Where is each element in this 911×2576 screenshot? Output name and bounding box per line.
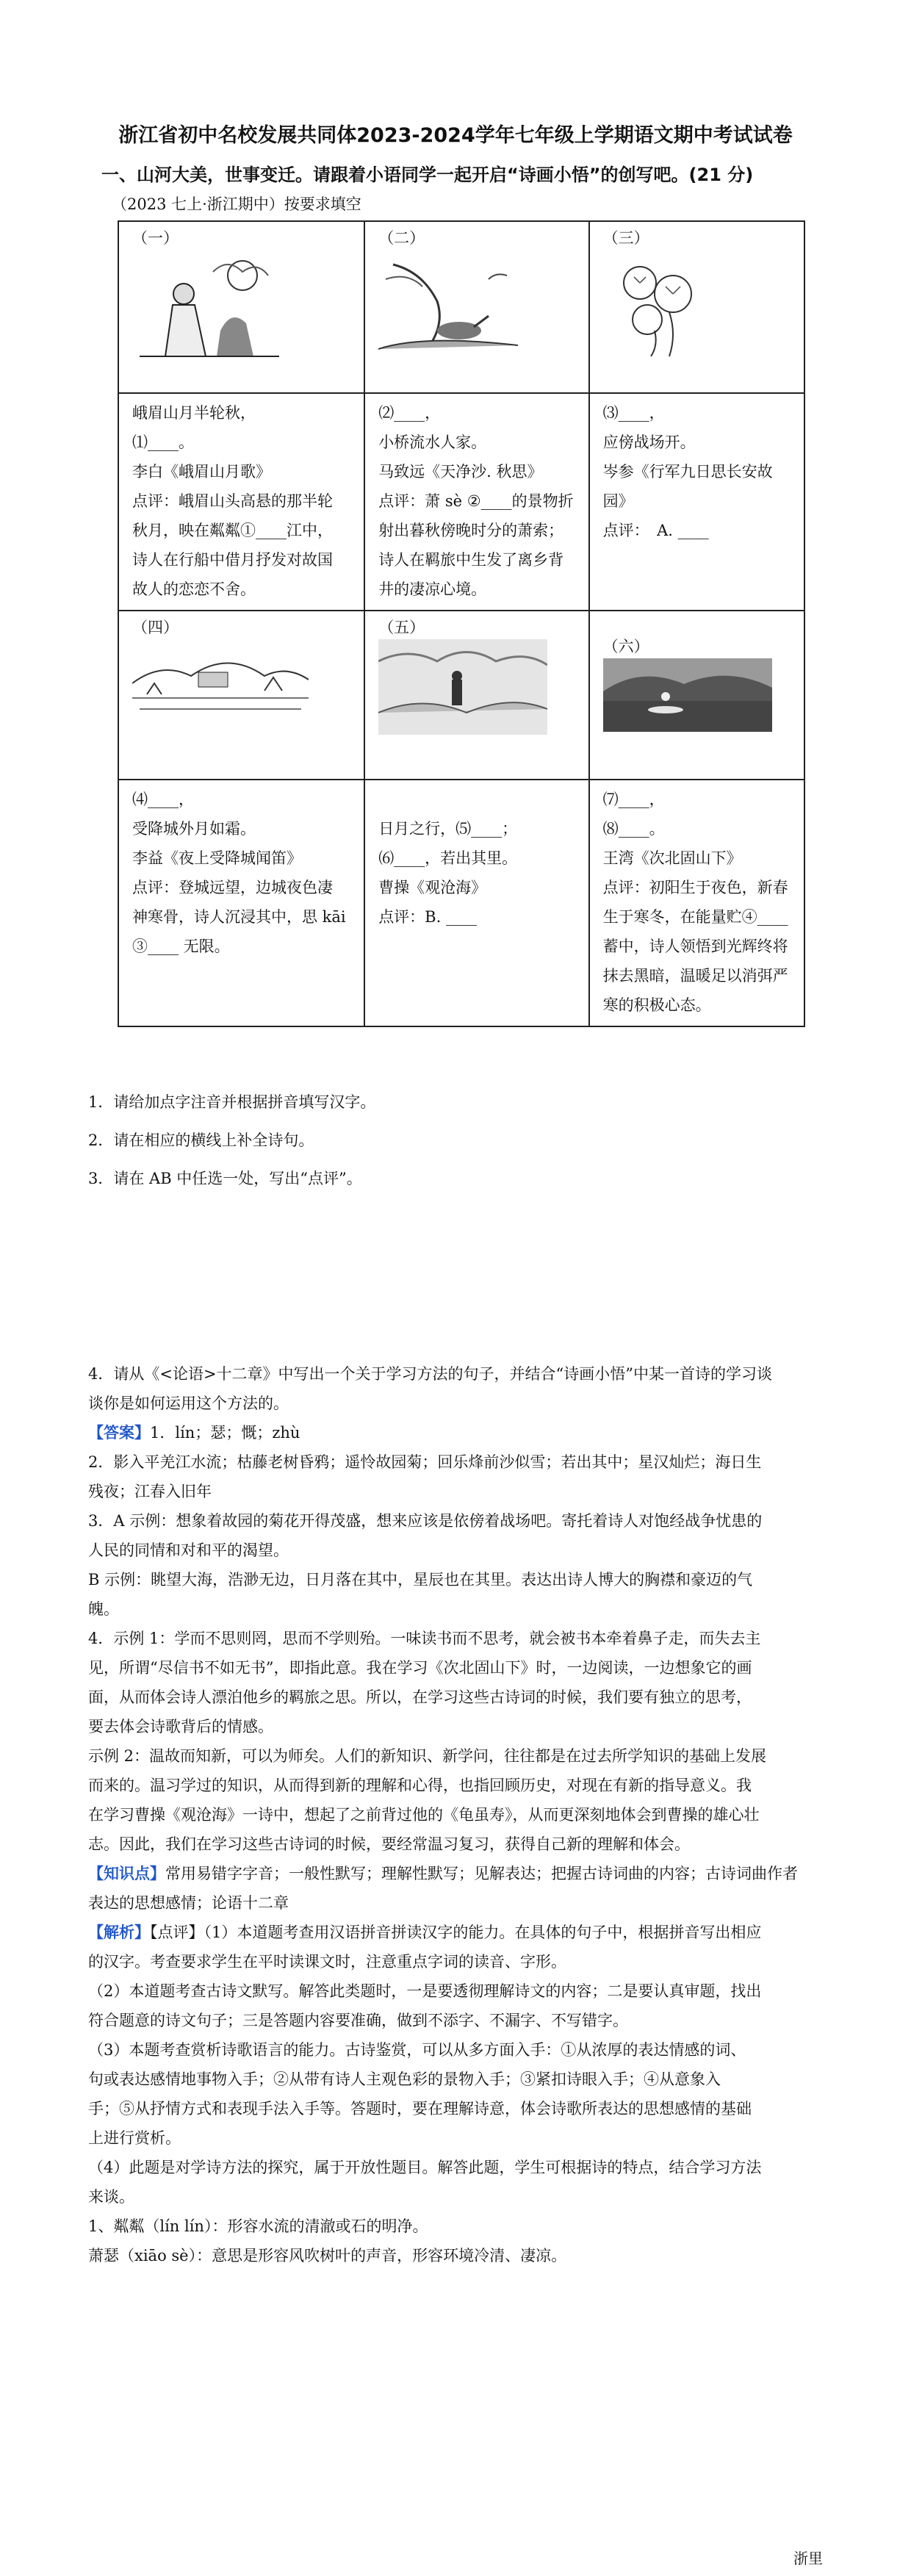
cell-line: 蓄中，诗人领悟到光辉终将: [602, 938, 788, 955]
cell-line: 诗人在行船中借月抒发对故国: [132, 551, 333, 569]
question-2: 2．请在相应的横线上补全诗句。: [88, 1132, 314, 1149]
cell-line: 点评：登城远望，边城夜色凄: [132, 879, 333, 896]
analysis-line: 来谈。: [88, 2188, 134, 2206]
knowledge-tag: 【知识点】: [88, 1865, 165, 1882]
answer-line: [88, 1418, 823, 1447]
cell-line: 井的凄凉心境。: [378, 580, 487, 598]
cell-line: 园》: [602, 492, 634, 510]
analysis-line: [88, 1918, 823, 1947]
analysis-line: 手；⑤从抒情方式和表现手法入手等。答题时，要在理解诗意，体会诗歌所表达的思想感情的基础: [88, 2100, 752, 2118]
answer-text: 1．lín；瑟；慨；zhù: [150, 1424, 300, 1442]
cell-line: 点评：峨眉山头高悬的那半轮: [132, 492, 333, 510]
table-cell: [589, 221, 804, 393]
cell-line: ⑶____，: [602, 404, 665, 422]
cell-line: 抹去黑暗，温暖足以消弭严: [602, 967, 788, 985]
cell-line: 点评：初阳生于夜色，新春: [602, 879, 788, 896]
cell-line: 神寒骨，诗人沉浸其中，思 kāi: [132, 908, 346, 926]
cell-line: 射出暮秋傍晚时分的萧索；: [378, 522, 564, 539]
table-cell: [364, 393, 588, 611]
analysis-line: 符合题意的诗文句子；三是答题内容要准确，做到不添字、不漏字、不写错字。: [88, 2012, 628, 2029]
source-note: （2023 七上·浙江期中）按要求填空: [112, 195, 361, 213]
cell-line: 马致远《天净沙. 秋思》: [378, 463, 543, 481]
cell-line: 点评：B. ____: [378, 908, 477, 926]
table-cell: [118, 780, 364, 1026]
analysis-line: （3）本题考查赏析诗歌语言的能力。古诗鉴赏，可以从多方面入手：①从浓厚的表达情感的词、: [88, 2041, 746, 2059]
poet-under-moon-illustration: [132, 250, 279, 360]
table-cell: [118, 221, 364, 393]
knowledge-text: 常用易错字字音；一般性默写；理解性默写；见解表达；把握古诗词曲的内容；古诗词曲作者: [165, 1865, 798, 1882]
analysis-text: 【点评】（1）本道题考查用汉语拼音拼读汉字的能力。在具体的句子中，根据拼音写出相应: [150, 1924, 762, 1941]
answer-line: 魄。: [88, 1600, 119, 1618]
poem-table: [118, 220, 805, 1027]
cell-label: （六）: [602, 638, 649, 655]
cell-line: 寒的积极心态。: [602, 996, 711, 1014]
answer-line: 而来的。温习学过的知识，从而得到新的理解和心得，也指回顾历史，对现在有新的指导意义。我: [88, 1777, 752, 1794]
cell-line: 受降城外月如霜。: [132, 820, 256, 838]
cell-line: ⑷____，: [132, 791, 194, 808]
cell-line: 日月之行，⑸____；: [378, 820, 518, 838]
cell-line: 生于寒冬，在能量贮④____: [602, 908, 788, 926]
cell-line: 李益《夜上受降城闻笛》: [132, 849, 302, 867]
cell-label: （三）: [602, 229, 649, 247]
analysis-line: 1、粼粼（lín lín）：形容水流的清澈或石的明净。: [88, 2217, 428, 2235]
question-1: 1．请给加点字注音并根据拼音填写汉字。: [88, 1093, 376, 1111]
table-cell: [589, 780, 804, 1026]
cell-line: 诗人在羁旅中生发了离乡背: [378, 551, 564, 569]
cell-line: 曹操《观沧海》: [378, 879, 487, 896]
footer-mark: 浙里: [793, 2550, 823, 2567]
cell-line: 岑参《行军九日思长安故: [602, 463, 773, 481]
cell-line: ⑻____。: [602, 820, 665, 838]
cell-line: ⑹____，若出其里。: [378, 849, 518, 867]
cell-line: ⑺____，: [602, 791, 665, 808]
fortress-landscape-illustration: [132, 639, 309, 720]
answer-line: 见，所谓“尽信书不如无书”，即指此意。我在学习《次北固山下》时，一边阅读，一边想象它的画: [88, 1659, 752, 1677]
cell-line: 应傍战场开。: [602, 433, 696, 451]
analysis-line: （2）本道题考查古诗文默写。解答此类题时，一是要透彻理解诗文的内容；二是要认真审题，找出: [88, 1982, 762, 2000]
answer-line: 残夜；江春入旧年: [88, 1483, 212, 1500]
table-cell: [589, 611, 804, 780]
question-list-a: [88, 1087, 823, 1193]
cloud-sea-figure-illustration: [378, 639, 547, 735]
cell-line: 秋月，映在粼粼①____江中，: [132, 522, 333, 539]
analysis-line: 句或表达感情地事物入手；②从带有诗人主观色彩的景物入手；③紧扣诗眼入手；④从意象入: [88, 2070, 721, 2088]
document-title: 浙江省初中名校发展共同体2023-2024学年七年级上学期语文期中考试试卷: [118, 124, 793, 147]
chrysanthemum-illustration: [603, 250, 713, 360]
analysis-line: （4）此题是对学诗方法的探究，属于开放性题目。解答此题，学生可根据诗的特点，结合学习方法: [88, 2159, 762, 2176]
cell-line: 王湾《次北固山下》: [602, 849, 742, 867]
analysis-tag: 【解析】: [88, 1924, 150, 1941]
cell-line: 点评：萧 sè ②____的景物折: [378, 492, 574, 510]
cell-line: ⑵____，: [378, 404, 441, 422]
cell-line: 小桥流水人家。: [378, 433, 487, 451]
answer-line: B 示例：眺望大海，浩渺无边，日月落在其中，星辰也在其里。表达出诗人博大的胸襟和豪迈的气: [88, 1571, 753, 1589]
table-cell: [589, 393, 804, 611]
answer-line: 2．影入平羌江水流；枯藤老树昏鸦；遥怜故园菊；回乐烽前沙似雪；若出其中；星汉灿烂；海日生: [88, 1453, 762, 1471]
cell-label: （四）: [132, 619, 179, 636]
answer-line: 人民的同情和对和平的渴望。: [88, 1541, 289, 1559]
answer-line: 志。因此，我们在学习这些古诗词的时候，要经常温习复习，获得自己新的理解和体会。: [88, 1835, 690, 1853]
table-cell: [118, 393, 364, 611]
cell-line: ⑴____。: [132, 433, 194, 451]
knowledge-line: 表达的思想感情；论语十二章: [88, 1894, 289, 1912]
knowledge-line: [88, 1859, 823, 1888]
old-tree-horse-illustration: [378, 250, 518, 360]
table-cell: [118, 611, 364, 780]
analysis-line: 萧瑟（xiāo sè）：意思是形容风吹树叶的声音，形容环境冷清、凄凉。: [88, 2247, 567, 2264]
question-3: 3．请在 AB 中任选一处，写出“点评”。: [88, 1170, 362, 1187]
cell-line: 点评： A. ____: [602, 522, 709, 539]
cell-line: 故人的恋恋不舍。: [132, 580, 256, 598]
table-cell: [364, 780, 588, 1026]
question-4: 4．请从《<论语>十二章》中写出一个关于学习方法的句子，并结合“诗画小悟”中某一首诗的学习谈: [88, 1365, 773, 1383]
answer-line: 在学习曹操《观沧海》一诗中，想起了之前背过他的《龟虽寿》，从而更深刻地体会到曹操的雄心壮: [88, 1806, 760, 1824]
cell-line: ③____ 无限。: [132, 938, 230, 955]
answer-line: 要去体会诗歌背后的情感。: [88, 1718, 273, 1735]
question-4-cont: 谈你是如何运用这个方法的。: [88, 1395, 289, 1412]
answer-line: 4．示例 1：学而不思则罔，思而不学则殆。一味读书而不思考，就会被书本牵着鼻子走，而失去主: [88, 1630, 761, 1647]
table-cell: [364, 611, 588, 780]
lake-sunset-photo: [603, 658, 772, 732]
table-cell: [364, 221, 588, 393]
section-heading: 一、山河大美，世事变迁。请跟着小语同学一起开启“诗画小悟”的创写吧。(21 分): [101, 165, 754, 185]
cell-label: （五）: [378, 619, 425, 636]
answer-line: 3．A 示例：想象着故园的菊花开得茂盛，想来应该是依傍着战场吧。寄托着诗人对饱经战争忧患的: [88, 1512, 763, 1530]
answer-section: [88, 1359, 823, 2270]
answer-line: 示例 2：温故而知新，可以为师矣。人们的新知识、新学问，往往都是在过去所学知识的基础上发展: [88, 1747, 767, 1765]
answer-tag: 【答案】: [88, 1424, 150, 1442]
cell-label: （二）: [378, 229, 425, 247]
cell-label: （一）: [132, 229, 179, 247]
analysis-line: 上进行赏析。: [88, 2129, 181, 2147]
cell-line: 李白《峨眉山月歌》: [132, 463, 271, 481]
cell-line: 峨眉山月半轮秋，: [132, 404, 256, 422]
analysis-line: 的汉字。考查要求学生在平时读课文时，注意重点字词的读音、字形。: [88, 1953, 566, 1971]
answer-line: 面，从而体会诗人漂泊他乡的羁旅之思。所以，在学习这些古诗词的时候，我们要有独立的思考，: [88, 1688, 752, 1706]
